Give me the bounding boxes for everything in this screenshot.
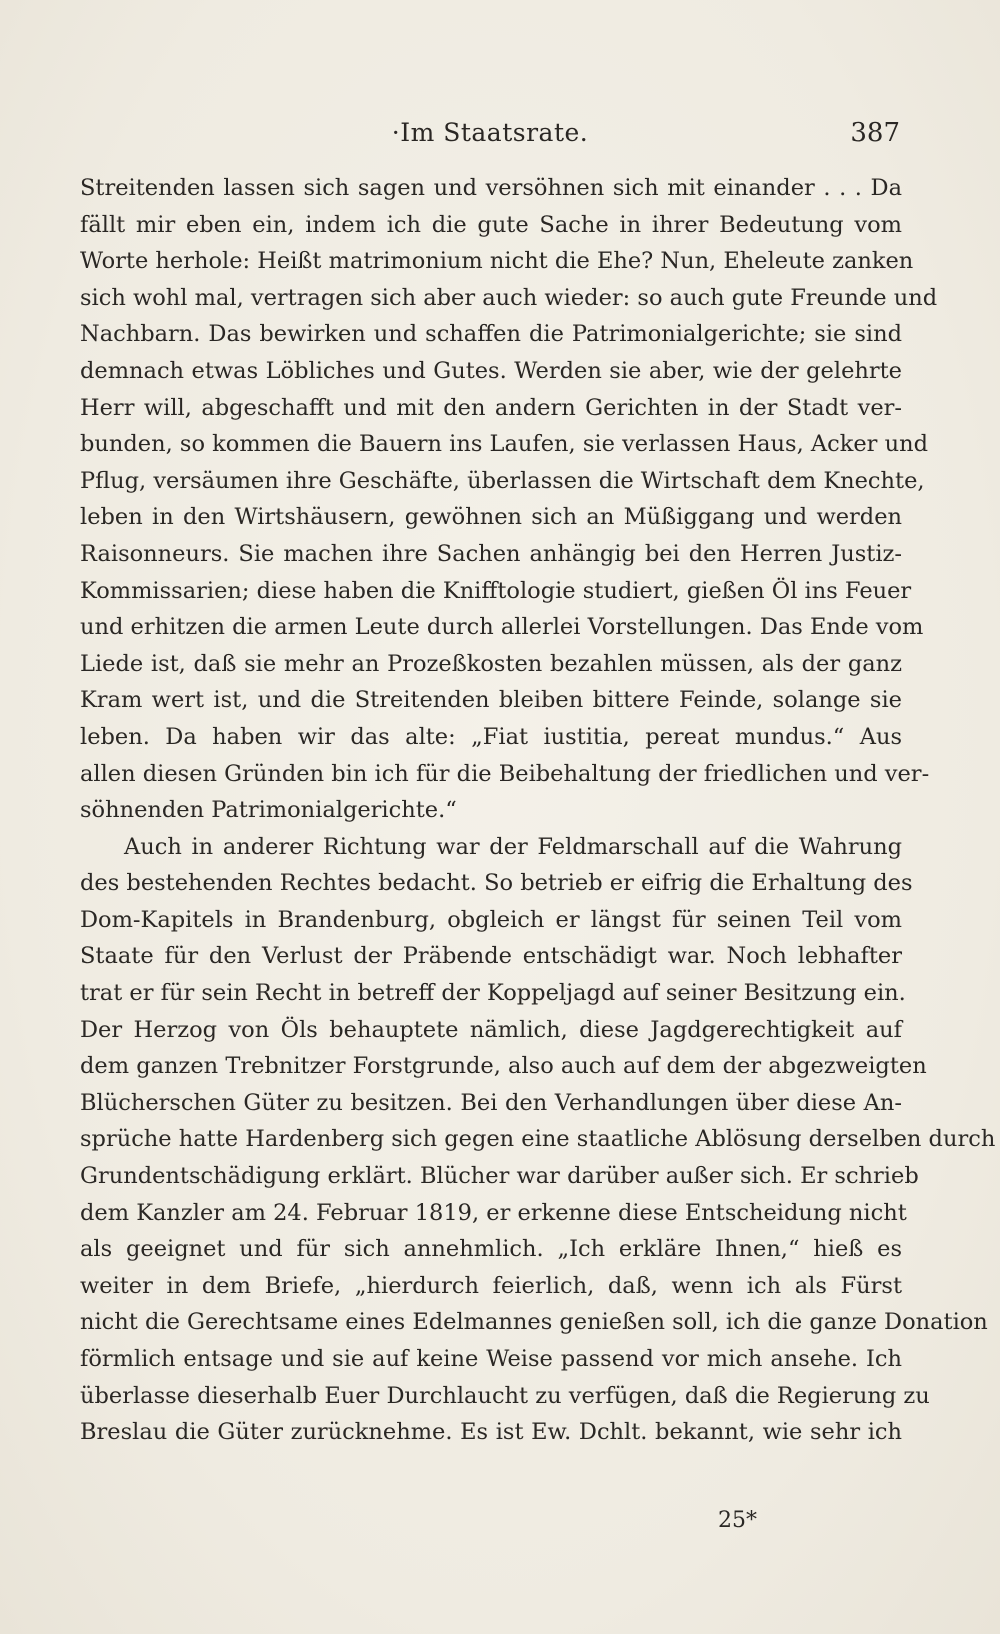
text-line: dem ganzen Trebnitzer Forstgrunde, also auch auf dem der abgezweigten: [80, 1053, 927, 1080]
text-line: Grundentschädigung erklärt. Blücher war darüber außer sich. Er schrieb: [80, 1163, 919, 1190]
text-line: Streitenden lassen sich sagen und versöhnen sich mit einander . . . Da: [80, 175, 902, 201]
text-line: Raisonneurs. Sie machen ihre Sachen anhängig bei den Herren Justiz-: [80, 540, 902, 567]
text-line: Herr will, abgeschafft und mit den andern Gerichten in der Stadt ver-: [80, 394, 902, 421]
text-line: leben in den Wirtshäusern, gewöhnen sich an Müßiggang und werden: [80, 504, 902, 531]
text-line: Kram wert ist, und die Streitenden bleiben bittere Feinde, solange sie: [80, 687, 902, 714]
text-line: Liede ist, daß sie mehr an Prozeßkosten bezahlen müssen, als der ganz: [80, 650, 902, 677]
text-line: Dom-Kapitels in Brandenburg, obgleich er längst für seinen Teil vom: [80, 906, 902, 933]
text-line: nicht die Gerechtsame eines Edelmannes genießen soll, ich die ganze Donation: [80, 1309, 988, 1336]
body-text: [80, 170, 996, 1451]
text-line: als geeignet und für sich annehmlich. „Ich erkläre Ihnen,“ hieß es: [80, 1236, 902, 1263]
text-line: und erhitzen die armen Leute durch allerlei Vorstellungen. Das Ende vom: [80, 614, 924, 641]
text-line: söhnenden Patrimonialgerichte.“: [80, 797, 457, 824]
text-line: demnach etwas Löbliches und Gutes. Werden sie aber, wie der gelehrte: [80, 357, 902, 384]
text-line: Kommissarien; diese haben die Knifftologie studiert, gießen Öl ins Feuer: [80, 577, 912, 604]
text-line: sprüche hatte Hardenberg sich gegen eine staatliche Ablösung derselben durch: [80, 1126, 996, 1153]
text-line: sich wohl mal, vertragen sich aber auch wieder: so auch gute Freunde und: [80, 284, 938, 311]
text-line: förmlich entsage und sie auf keine Weise passend vor mich ansehe. Ich: [80, 1346, 902, 1372]
text-line: Staate für den Verlust der Präbende entschädigt war. Noch lebhafter: [80, 943, 902, 970]
text-line: Breslau die Güter zurücknehme. Es ist Ew. Dchlt. bekannt, wie sehr ich: [80, 1419, 902, 1446]
paragraph-first-line: Auch in anderer Richtung war der Feldmarschall auf die Wahrung: [124, 833, 902, 860]
text-line: bunden, so kommen die Bauern ins Laufen, sie verlassen Haus, Acker und: [80, 431, 928, 458]
text-line: dem Kanzler am 24. Februar 1819, er erkenne diese Entscheidung nicht: [80, 1199, 907, 1226]
text-line: überlasse dieserhalb Euer Durchlaucht zu verfügen, daß die Regierung zu: [80, 1382, 930, 1409]
text-line: Der Herzog von Öls behauptete nämlich, diese Jagdgerechtigkeit auf: [80, 1016, 902, 1043]
text-line: Blücherschen Güter zu besitzen. Bei den Verhandlungen über diese An-: [80, 1089, 902, 1116]
running-title: ·Im Staatsrate.: [391, 118, 589, 147]
text-line: weiter in dem Briefe, „hierdurch feierlich, daß, wenn ich als Fürst: [80, 1272, 902, 1299]
text-line: Pflug, versäumen ihre Geschäfte, überlassen die Wirtschaft dem Knechte,: [80, 467, 925, 494]
text-line: des bestehenden Rechtes bedacht. So betrieb er eifrig die Erhaltung des: [80, 870, 913, 897]
text-line: Worte herhole: Heißt matrimonium nicht die Ehe? Nun, Eheleute zanken: [80, 248, 914, 275]
text-line: allen diesen Gründen bin ich für die Beibehaltung der friedlichen und ver-: [80, 760, 930, 787]
text-line: leben. Da haben wir das alte: „Fiat iustitia, pereat mundus.“ Aus: [80, 723, 902, 750]
signature-mark: 25*: [718, 1508, 757, 1533]
page-header: [80, 116, 900, 156]
text-line: fällt mir eben ein, indem ich die gute Sache in ihrer Bedeutung vom: [80, 211, 902, 238]
text-line: Nachbarn. Das bewirken und schaffen die Patrimonialgerichte; sie sind: [80, 321, 902, 348]
page-number: 387: [850, 118, 900, 148]
text-line: trat er für sein Recht in betreff der Koppeljagd auf seiner Besitzung ein.: [80, 980, 906, 1007]
